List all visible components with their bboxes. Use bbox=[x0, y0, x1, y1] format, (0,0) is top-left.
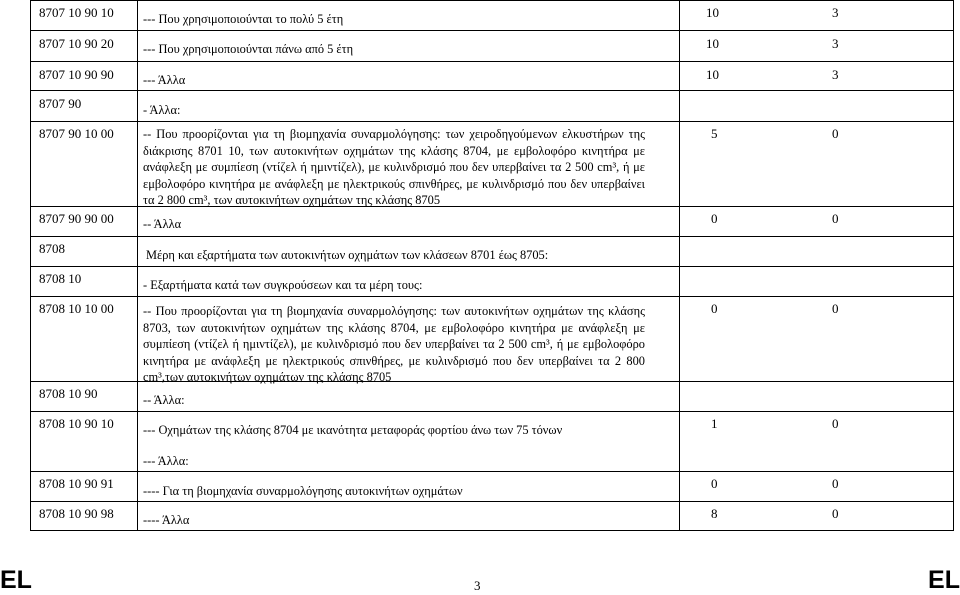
table-row-code: 8708 bbox=[39, 241, 65, 256]
table-row-category: 0 bbox=[832, 126, 839, 141]
table-row-rate: 10 bbox=[706, 5, 719, 20]
table-row-rate: 0 bbox=[711, 211, 718, 226]
row-divider bbox=[31, 61, 953, 62]
table-row-description: - Εξαρτήματα κατά των συγκρούσεων και τα μέρη τους: bbox=[143, 278, 423, 292]
table-row-description: Μέρη και εξαρτήματα των αυτοκινήτων οχημάτων των κλάσεων 8701 έως 8705: bbox=[146, 248, 549, 262]
table-row-description: --- Που χρησιμοποιούνται το πολύ 5 έτη bbox=[143, 12, 344, 26]
table-row-category: 0 bbox=[832, 301, 839, 316]
row-divider bbox=[31, 411, 953, 412]
table-row-code: 8708 10 90 91 bbox=[39, 476, 114, 491]
table-row-description: --- Που χρησιμοποιούνται πάνω από 5 έτη bbox=[143, 42, 354, 56]
table-row-category: 3 bbox=[832, 67, 839, 82]
table-row-description: --- Άλλα bbox=[143, 73, 186, 87]
row-divider bbox=[31, 266, 953, 267]
table-row-category: 3 bbox=[832, 5, 839, 20]
table-row-code: 8708 10 10 00 bbox=[39, 301, 114, 316]
column-divider-code bbox=[137, 0, 138, 530]
table-row-code: 8707 10 90 20 bbox=[39, 36, 114, 51]
table-row-description: ---- Για τη βιομηχανία συναρμολόγησης αυτοκινήτων οχημάτων bbox=[143, 484, 463, 498]
table-row-code: 8708 10 90 98 bbox=[39, 506, 114, 521]
table-row-description: - Άλλα: bbox=[143, 103, 181, 117]
footer-language-left: EL bbox=[0, 566, 32, 594]
column-divider-description bbox=[679, 0, 680, 530]
table-row-category: 0 bbox=[832, 211, 839, 226]
page-number: 3 bbox=[474, 578, 481, 593]
table-row-description: --- Άλλα: bbox=[143, 454, 189, 468]
table-row-code: 8707 90 bbox=[39, 96, 82, 111]
row-divider bbox=[31, 121, 953, 122]
row-divider bbox=[31, 236, 953, 237]
table-row-description: -- Που προορίζονται για τη βιομηχανία συναρμολόγησης: των αυτοκινήτων οχημάτων της κλάσης 8703, των αυτοκινήτων οχημάτων της κλάσης 8704, με εμβολοφόρο κινητήρα με ανάφλεξη με συμπίεση (ντίζελ ή ημιντίζελ), με κυλινδρισμό που δεν υπερβαίνει τα 2 500 cm³, ή με εμβολοφόρο κινητήρα με ανάφλεξη με ηλεκτρικούς σπινθήρες, με κυλινδρισμό που δεν υπερβαίνει τα 2 800 cm³,των αυτοκινήτων οχημάτων της κλάσης 8705 bbox=[143, 304, 645, 385]
row-divider bbox=[31, 471, 953, 472]
table-row-description: -- Που προορίζονται για τη βιομηχανία συναρμολόγησης: των χειροδηγούμενων ελκυστήρων της διάκρισης 8701 10, των αυτοκινήτων οχημάτων της κλάσης 8704, με εμβολοφόρο κινητήρα με ανάφλεξη με συμπίεση (ντίζελ ή ημιντίζελ), με κυλινδρισμό που δεν υπερβαίνει τα 2 500 cm³, ή με εμβολοφόρο κινητήρα με ανάφλεξη με ηλεκτρικούς σπινθήρες, με κυλινδρισμό που δεν υπερβαίνει τα 2 800 cm³, των αυτοκινήτων οχημάτων της κλάσης 8705 bbox=[143, 127, 645, 208]
row-divider bbox=[31, 30, 953, 31]
table-row-rate: 8 bbox=[711, 506, 718, 521]
table-row-code: 8707 90 10 00 bbox=[39, 126, 114, 141]
table-row-category: 0 bbox=[832, 416, 839, 431]
table-row-code: 8708 10 bbox=[39, 271, 82, 286]
table-row-description: -- Άλλα bbox=[143, 217, 182, 231]
table-row-category: 0 bbox=[832, 506, 839, 521]
row-divider bbox=[31, 501, 953, 502]
row-divider bbox=[31, 296, 953, 297]
table-row-rate: 0 bbox=[711, 476, 718, 491]
table-row-code: 8707 10 90 10 bbox=[39, 5, 114, 20]
table-row-code: 8707 90 90 00 bbox=[39, 211, 114, 226]
table-row-category: 0 bbox=[832, 476, 839, 491]
table-row-rate: 1 bbox=[711, 416, 718, 431]
table-row-category: 3 bbox=[832, 36, 839, 51]
table-row-rate: 10 bbox=[706, 67, 719, 82]
row-divider bbox=[31, 90, 953, 91]
footer-language-right: EL bbox=[928, 566, 960, 594]
table-row-rate: 0 bbox=[711, 301, 718, 316]
row-divider bbox=[31, 0, 953, 1]
table-row-description: ---- Άλλα bbox=[143, 513, 190, 527]
table-row-description: --- Οχημάτων της κλάσης 8704 με ικανότητα μεταφοράς φορτίου άνω των 75 τόνων bbox=[143, 423, 563, 437]
table-row-rate: 10 bbox=[706, 36, 719, 51]
table-row-code: 8708 10 90 10 bbox=[39, 416, 114, 431]
table-row-code: 8707 10 90 90 bbox=[39, 67, 114, 82]
table-row-rate: 5 bbox=[711, 126, 718, 141]
table-row-description: -- Άλλα: bbox=[143, 393, 185, 407]
table-row-code: 8708 10 90 bbox=[39, 386, 98, 401]
